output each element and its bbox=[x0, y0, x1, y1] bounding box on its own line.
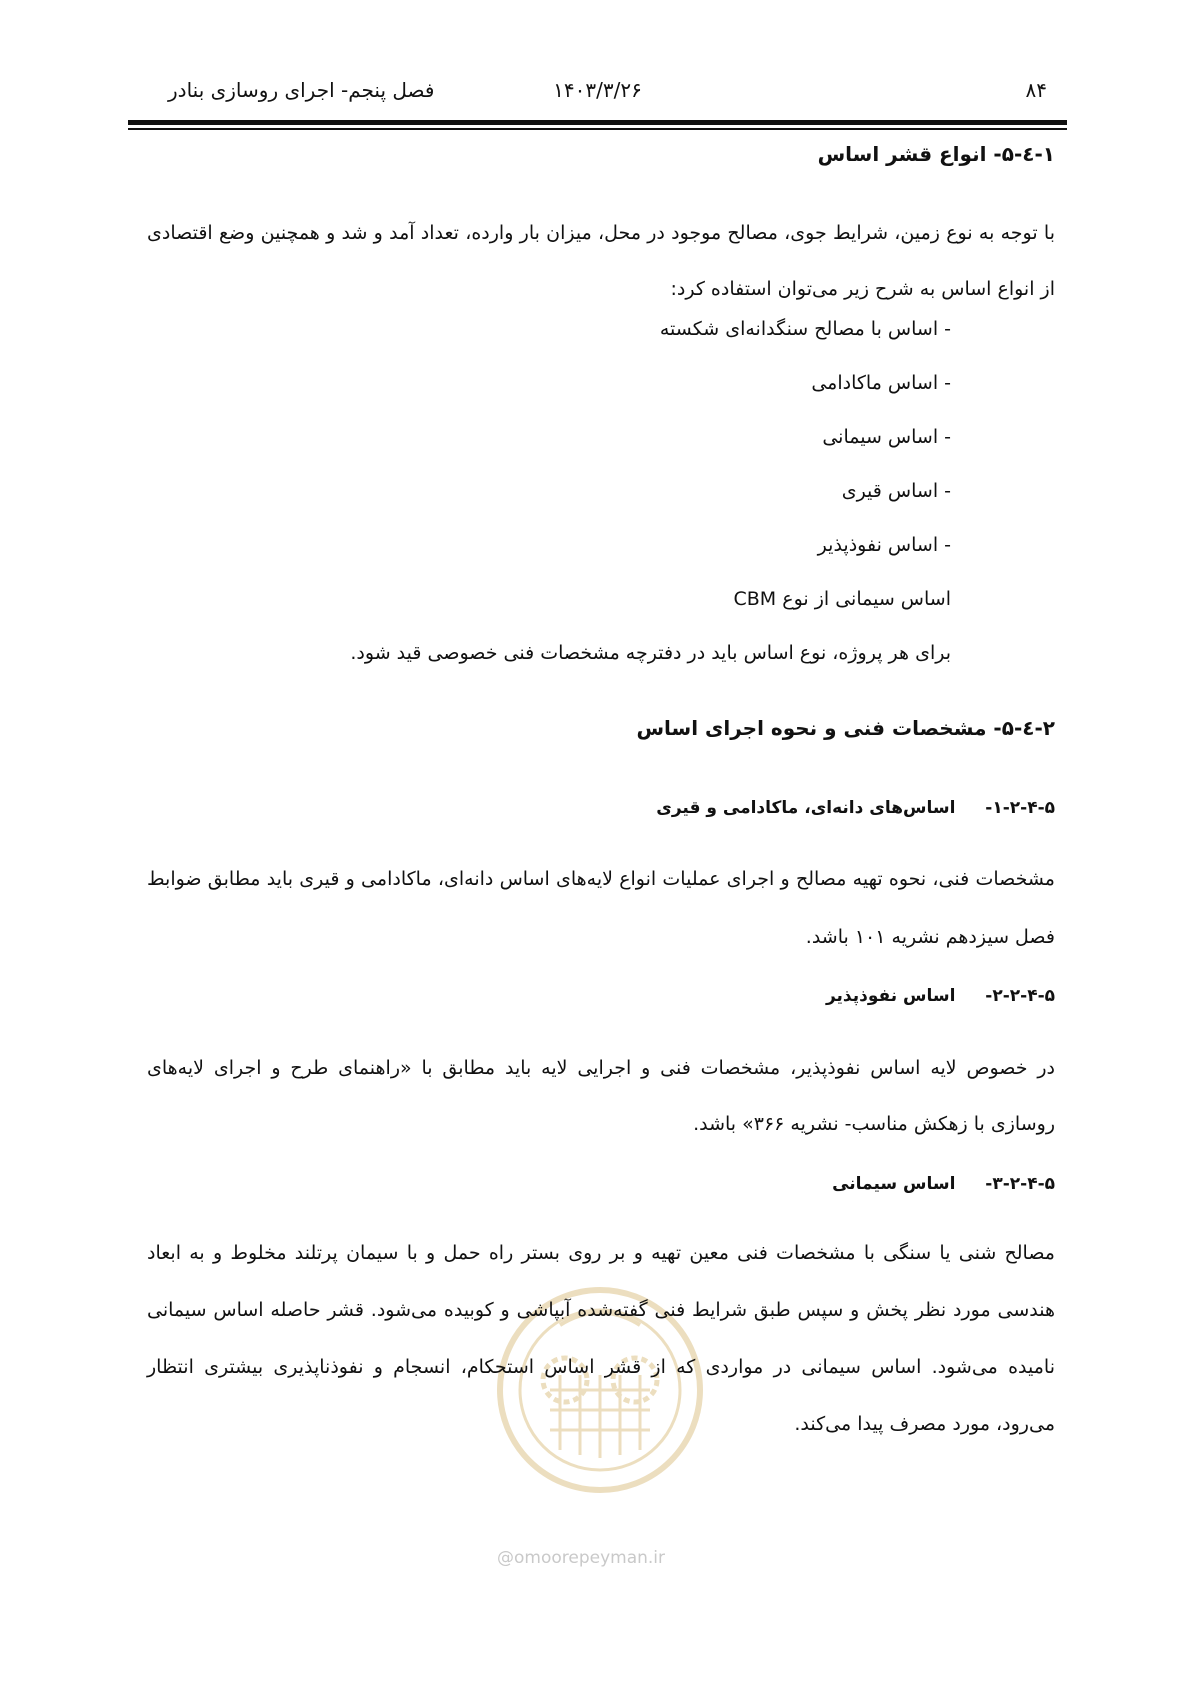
paragraph-cement: مصالح شنی یا سنگی با مشخصات فنی معین تهیه و بر روی بستر راه حمل و با سیمان پرتلند مخلوط و به ابعاد هندسی مورد نظر پخش و سپس طبق شرایط فنی گفته‌شده آبپاشی و کوبیده می‌شود. قشر حاصله اساس سیمانی نامیده می‌شود. اساس سیمانی در مواردی که از قشر اساس استحکام، انسجام و نفوذناپذیری بیشتری انتظار می‌رود، مورد مصرف پیدا می‌کند. bbox=[147, 1242, 1055, 1435]
paragraph-intro: با توجه به نوع زمین، شرایط جوی، مصالح موجود در محل، میزان بار وارده، تعداد آمد و شد و همچنین وضع اقتصادی از انواع اساس به شرح زیر می‌توان استفاده کرد: bbox=[147, 222, 1055, 300]
list-item: - اساس سیمانی bbox=[822, 426, 951, 448]
paragraph-note: برای هر پروژه، نوع اساس باید در دفترچه مشخصات فنی خصوصی قید شود. bbox=[350, 642, 951, 664]
paragraph-permeable: در خصوص لایه اساس نفوذپذیر، مشخصات فنی و اجرایی لایه باید مطابق با «راهنمای طرح و اجرای لایه‌های روسازی با زهکش مناسب- نشریه ۳۶۶» باشد. bbox=[147, 1057, 1055, 1135]
list-item: - اساس ماکادامی bbox=[811, 372, 951, 394]
page-number: ۸۴ bbox=[1025, 78, 1047, 102]
page-header bbox=[128, 68, 1067, 112]
section-heading-base-types: ۱-٤-۵- انواع قشر اساس bbox=[817, 142, 1055, 166]
header-rule bbox=[128, 120, 1067, 125]
header-date: ۱۴۰۳/۳/۲۶ bbox=[553, 78, 642, 102]
paragraph-granular: مشخصات فنی، نحوه تهیه مصالح و اجرای عملیات انواع لایه‌های اساس دانه‌ای، ماکادامی و قیری باید مطابق ضوابط فصل سیزدهم نشریه ۱۰۱ باشد. bbox=[147, 868, 1055, 948]
subsection-title: اساس‌های دانه‌ای، ماکادامی و قیری bbox=[656, 798, 956, 818]
chapter-title: فصل پنجم- اجرای روسازی بنادر bbox=[168, 78, 435, 102]
section-heading-specs: ۲-٤-۵- مشخصات فنی و نحوه اجرای اساس bbox=[636, 716, 1055, 740]
list-item: - اساس نفوذپذیر bbox=[817, 534, 951, 556]
subsection-heading-permeable bbox=[826, 986, 1055, 1006]
header-rule-thin bbox=[128, 128, 1067, 130]
watermark-text: @omoorepeyman.ir bbox=[497, 1548, 666, 1568]
list-item: - اساس قیری bbox=[841, 480, 951, 502]
subsection-number: ۱-۲-۴-۵- bbox=[985, 798, 1055, 818]
subsection-heading-cement bbox=[832, 1174, 1055, 1194]
subsection-title: اساس سیمانی bbox=[832, 1174, 956, 1194]
subsection-heading-granular bbox=[656, 798, 1055, 818]
subsection-number: ۲-۲-۴-۵- bbox=[985, 986, 1055, 1006]
list-item: - اساس با مصالح سنگدانه‌ای شکسته bbox=[659, 318, 951, 340]
subsection-number: ۳-۲-۴-۵- bbox=[985, 1174, 1055, 1194]
subsection-title: اساس نفوذپذیر bbox=[825, 986, 956, 1006]
cbm-line: اساس سیمانی از نوع CBM bbox=[733, 588, 951, 610]
